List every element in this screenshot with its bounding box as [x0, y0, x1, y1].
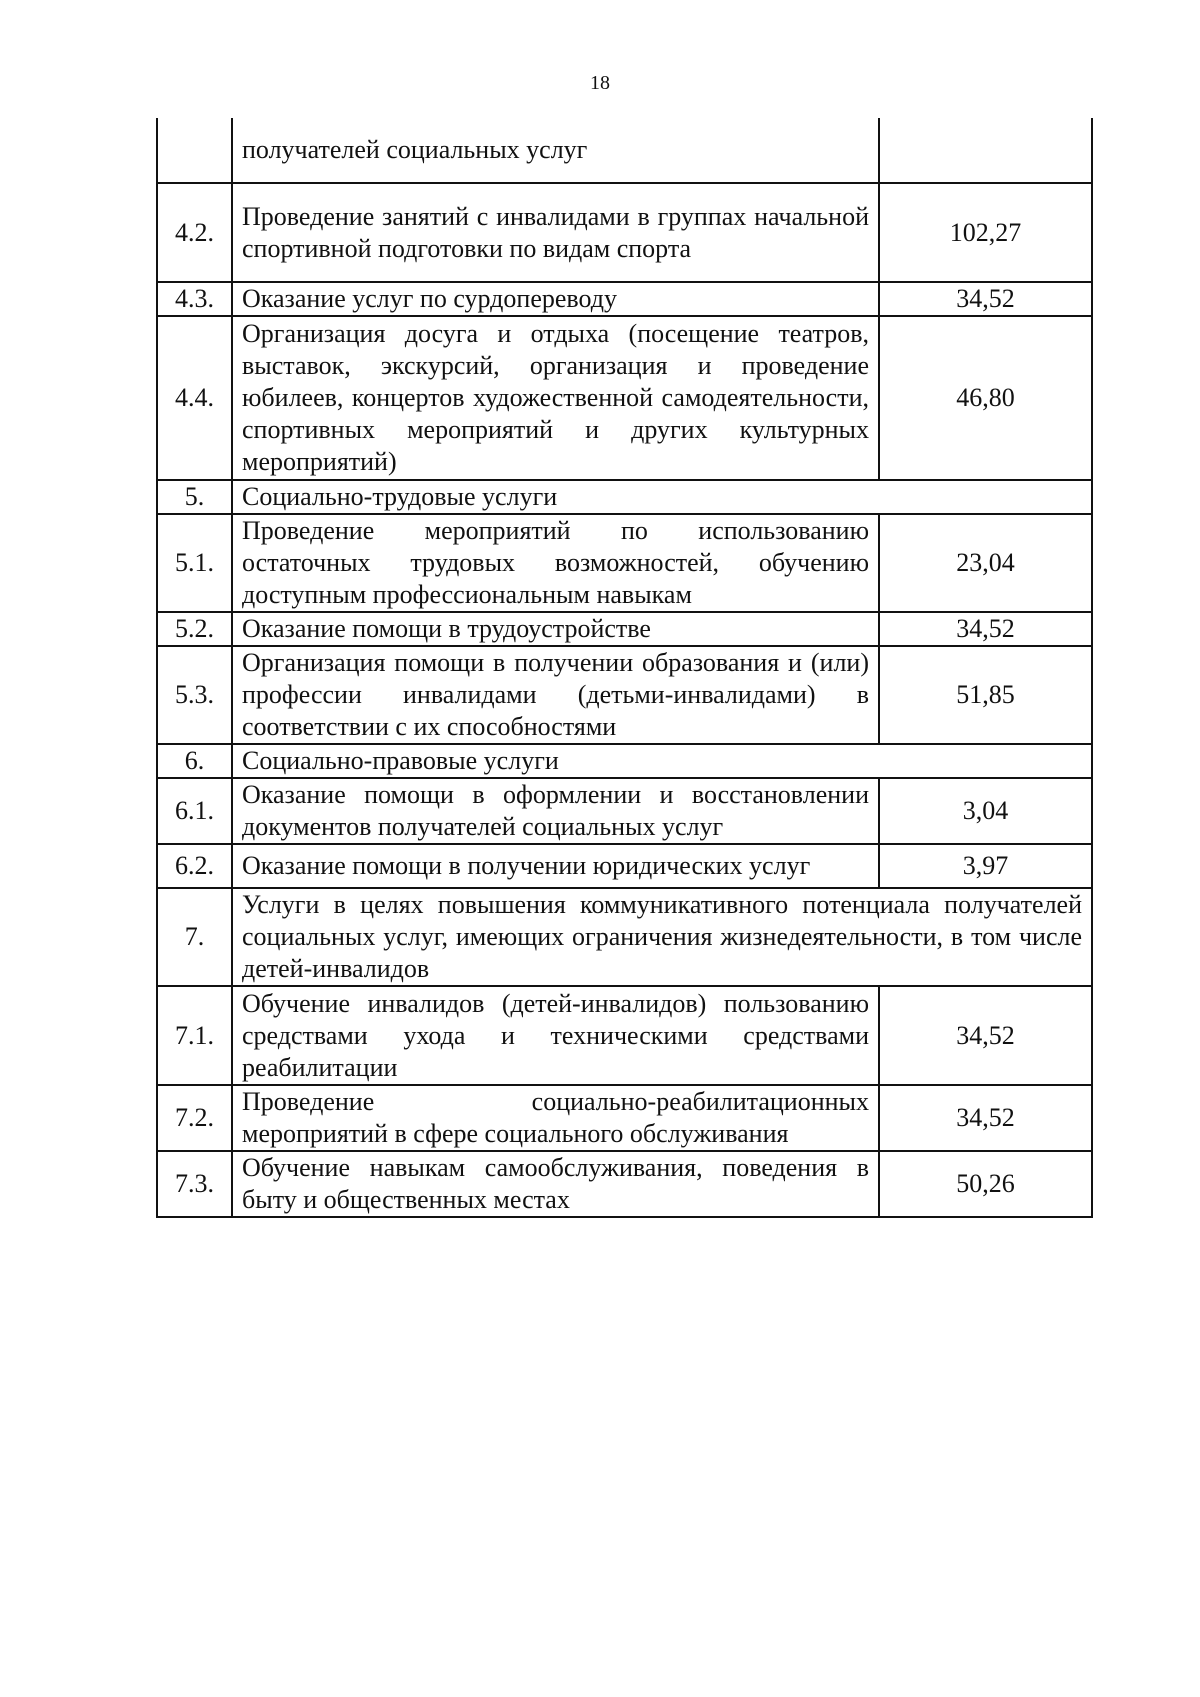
- row-number-cell: 7.3.: [157, 1151, 232, 1217]
- service-name-cell: Проведение занятий с инвалидами в группах начальной спортивной подготовки по видам спорта: [232, 183, 879, 282]
- tariff-value-cell: 50,26: [879, 1151, 1092, 1217]
- tariff-value-cell: 34,52: [879, 612, 1092, 646]
- row-number-cell: 7.2.: [157, 1085, 232, 1151]
- table-row: [157, 1085, 1092, 1151]
- service-name-cell: Проведение мероприятий по использованию остаточных трудовых возможностей, обучению доступным профессиональным навыкам: [232, 514, 879, 612]
- tariff-value-cell: 46,80: [879, 316, 1092, 480]
- table-row: [157, 778, 1092, 844]
- section-row: [157, 888, 1092, 986]
- service-name-cell: Организация помощи в получении образования и (или) профессии инвалидами (детьми-инвалидами) в соответствии с их способностями: [232, 646, 879, 744]
- service-name-cell: Оказание помощи в трудоустройстве: [232, 612, 879, 646]
- table-row: [157, 514, 1092, 612]
- section-row: [157, 480, 1092, 514]
- section-number-cell: 6.: [157, 744, 232, 778]
- table-row: [157, 986, 1092, 1085]
- row-number-cell: 6.1.: [157, 778, 232, 844]
- service-name-cell: Оказание услуг по сурдопереводу: [232, 282, 879, 316]
- service-name-cell: Организация досуга и отдыха (посещение театров, выставок, экскурсий, организация и проведение юбилеев, концертов художественной самодеятельности, спортивных мероприятий и других культурных мероприятий): [232, 316, 879, 480]
- tariff-value-cell: 102,27: [879, 183, 1092, 282]
- row-number-cell: 5.1.: [157, 514, 232, 612]
- service-name-cell: Оказание помощи в оформлении и восстановлении документов получателей социальных услуг: [232, 778, 879, 844]
- section-number-cell: 5.: [157, 480, 232, 514]
- row-number-cell: 6.2.: [157, 844, 232, 888]
- tariff-value-cell: 34,52: [879, 1085, 1092, 1151]
- tariff-value-cell: 34,52: [879, 282, 1092, 316]
- tariff-value-cell: 3,97: [879, 844, 1092, 888]
- row-number-cell: 5.3.: [157, 646, 232, 744]
- service-name-cell: Оказание помощи в получении юридических услуг: [232, 844, 879, 888]
- table-row: [157, 612, 1092, 646]
- table-row: [157, 646, 1092, 744]
- table-row: [157, 316, 1092, 480]
- section-number-cell: 7.: [157, 888, 232, 986]
- table-row: [157, 183, 1092, 282]
- tariff-value-cell: 3,04: [879, 778, 1092, 844]
- row-number-cell: 7.1.: [157, 986, 232, 1085]
- section-title-cell: Социально-трудовые услуги: [232, 480, 1092, 514]
- table-row: [157, 118, 1092, 183]
- page-number: 18: [590, 72, 610, 94]
- row-number-cell: [157, 118, 232, 183]
- row-number-cell: 4.4.: [157, 316, 232, 480]
- section-title-cell: Услуги в целях повышения коммуникативного потенциала получателей социальных услуг, имеющих ограничения жизнедеятельности, в том числе детей-инвалидов: [232, 888, 1092, 986]
- services-tariff-table: [156, 118, 1093, 1218]
- row-number-cell: 4.2.: [157, 183, 232, 282]
- row-number-cell: 5.2.: [157, 612, 232, 646]
- service-name-cell: Проведение социально-реабилитационных мероприятий в сфере социального обслуживания: [232, 1085, 879, 1151]
- row-number-cell: 4.3.: [157, 282, 232, 316]
- service-name-cell: Обучение инвалидов (детей-инвалидов) пользованию средствами ухода и техническими средствами реабилитации: [232, 986, 879, 1085]
- service-name-cell: Обучение навыкам самообслуживания, поведения в быту и общественных местах: [232, 1151, 879, 1217]
- tariff-value-cell: [879, 118, 1092, 183]
- section-title-cell: Социально-правовые услуги: [232, 744, 1092, 778]
- table-row: [157, 844, 1092, 888]
- table-row: [157, 1151, 1092, 1217]
- service-name-cell: получателей социальных услуг: [232, 118, 879, 183]
- tariff-value-cell: 51,85: [879, 646, 1092, 744]
- tariff-value-cell: 34,52: [879, 986, 1092, 1085]
- section-row: [157, 744, 1092, 778]
- tariff-value-cell: 23,04: [879, 514, 1092, 612]
- table-row: [157, 282, 1092, 316]
